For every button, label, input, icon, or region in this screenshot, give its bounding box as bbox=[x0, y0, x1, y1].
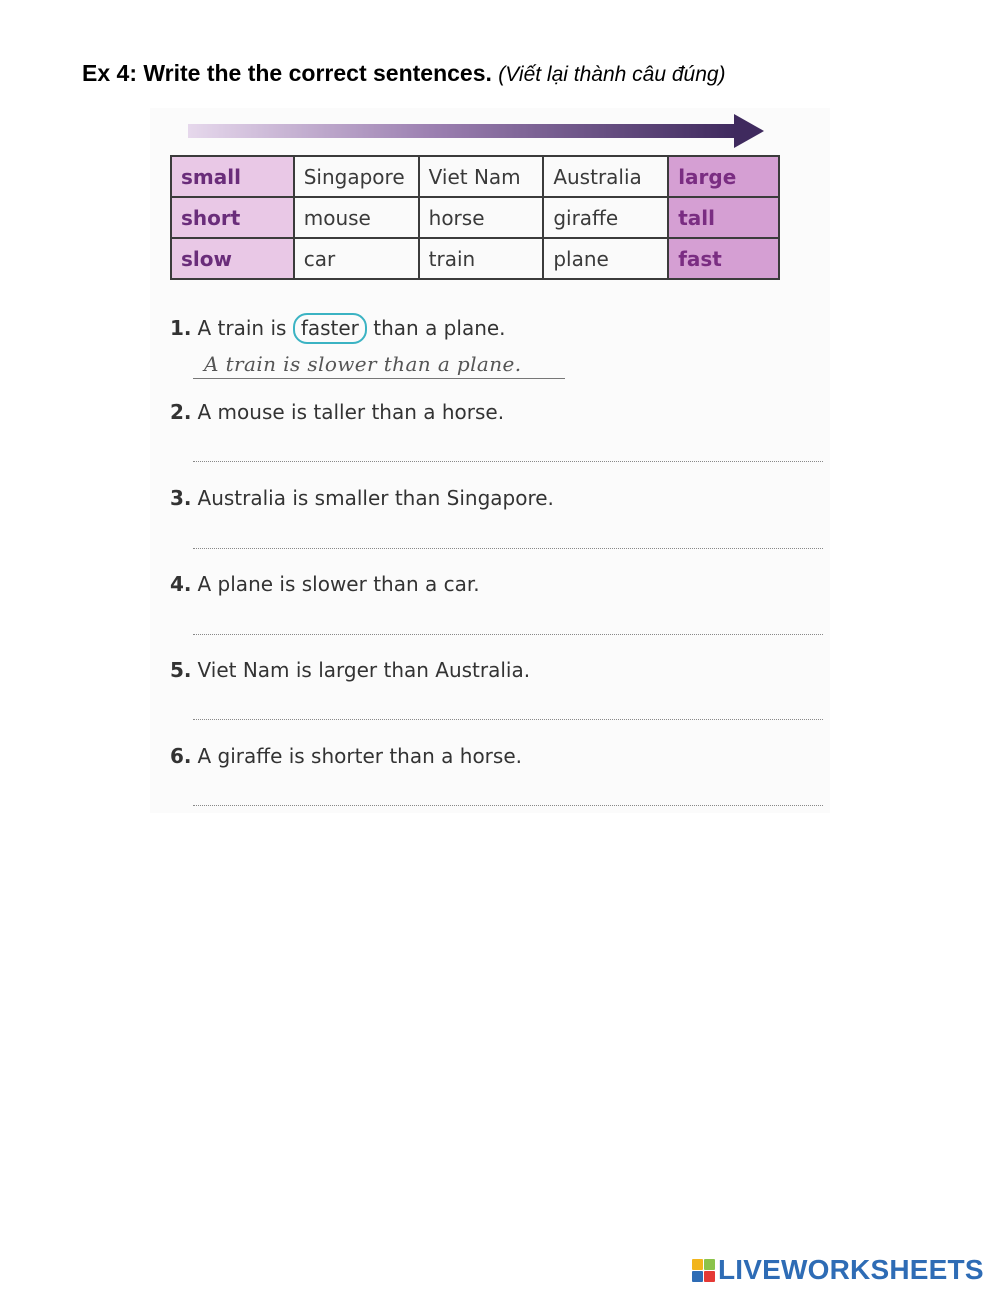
table-row bbox=[171, 156, 779, 197]
adjective-short: short bbox=[171, 197, 294, 238]
answer-field-2[interactable] bbox=[193, 461, 823, 462]
circled-word: faster bbox=[293, 313, 367, 344]
question-text: A plane is slower than a car. bbox=[197, 572, 480, 596]
answer-field-5[interactable] bbox=[193, 719, 823, 720]
example-answer: A train is slower than a plane. bbox=[193, 350, 565, 379]
answer-field-4[interactable] bbox=[193, 634, 823, 635]
question-number: 5. bbox=[170, 658, 192, 682]
question-text: A mouse is taller than a horse. bbox=[197, 400, 505, 424]
example-text-before: A train is bbox=[197, 316, 287, 340]
question-2 bbox=[170, 400, 504, 424]
question-number: 3. bbox=[170, 486, 192, 510]
answer-field-3[interactable] bbox=[193, 548, 823, 549]
question-5 bbox=[170, 658, 530, 682]
liveworksheets-logo[interactable] bbox=[692, 1256, 984, 1284]
question-number: 6. bbox=[170, 744, 192, 768]
scale-arrow-icon bbox=[188, 114, 768, 148]
question-4 bbox=[170, 572, 480, 596]
answer-field-6[interactable] bbox=[193, 805, 823, 806]
question-number: 2. bbox=[170, 400, 192, 424]
question-number: 1. bbox=[170, 316, 192, 340]
noun-cell: car bbox=[294, 238, 419, 279]
exercise-subtitle: (Viết lại thành câu đúng) bbox=[498, 63, 726, 86]
question-text: Viet Nam is larger than Australia. bbox=[197, 658, 531, 682]
example-text-after: than a plane. bbox=[373, 316, 506, 340]
exercise-heading bbox=[82, 60, 726, 87]
table-row bbox=[171, 197, 779, 238]
comparison-table bbox=[170, 155, 780, 280]
adjective-small: small bbox=[171, 156, 294, 197]
adjective-fast: fast bbox=[668, 238, 779, 279]
question-text: Australia is smaller than Singapore. bbox=[197, 486, 554, 510]
noun-cell: Australia bbox=[543, 156, 668, 197]
adjective-slow: slow bbox=[171, 238, 294, 279]
logo-text: LIVEWORKSHEETS bbox=[718, 1254, 984, 1285]
question-text: A giraffe is shorter than a horse. bbox=[197, 744, 522, 768]
liveworksheets-grid-icon bbox=[692, 1259, 715, 1282]
adjective-tall: tall bbox=[668, 197, 779, 238]
question-number: 4. bbox=[170, 572, 192, 596]
noun-cell: mouse bbox=[294, 197, 419, 238]
table-row bbox=[171, 238, 779, 279]
question-3 bbox=[170, 486, 554, 510]
noun-cell: plane bbox=[543, 238, 668, 279]
noun-cell: train bbox=[419, 238, 544, 279]
question-6 bbox=[170, 744, 522, 768]
adjective-large: large bbox=[668, 156, 779, 197]
noun-cell: giraffe bbox=[543, 197, 668, 238]
noun-cell: Viet Nam bbox=[419, 156, 544, 197]
noun-cell: horse bbox=[419, 197, 544, 238]
noun-cell: Singapore bbox=[294, 156, 419, 197]
example-question bbox=[170, 313, 506, 344]
exercise-title: Ex 4: Write the the correct sentences. bbox=[82, 60, 492, 86]
